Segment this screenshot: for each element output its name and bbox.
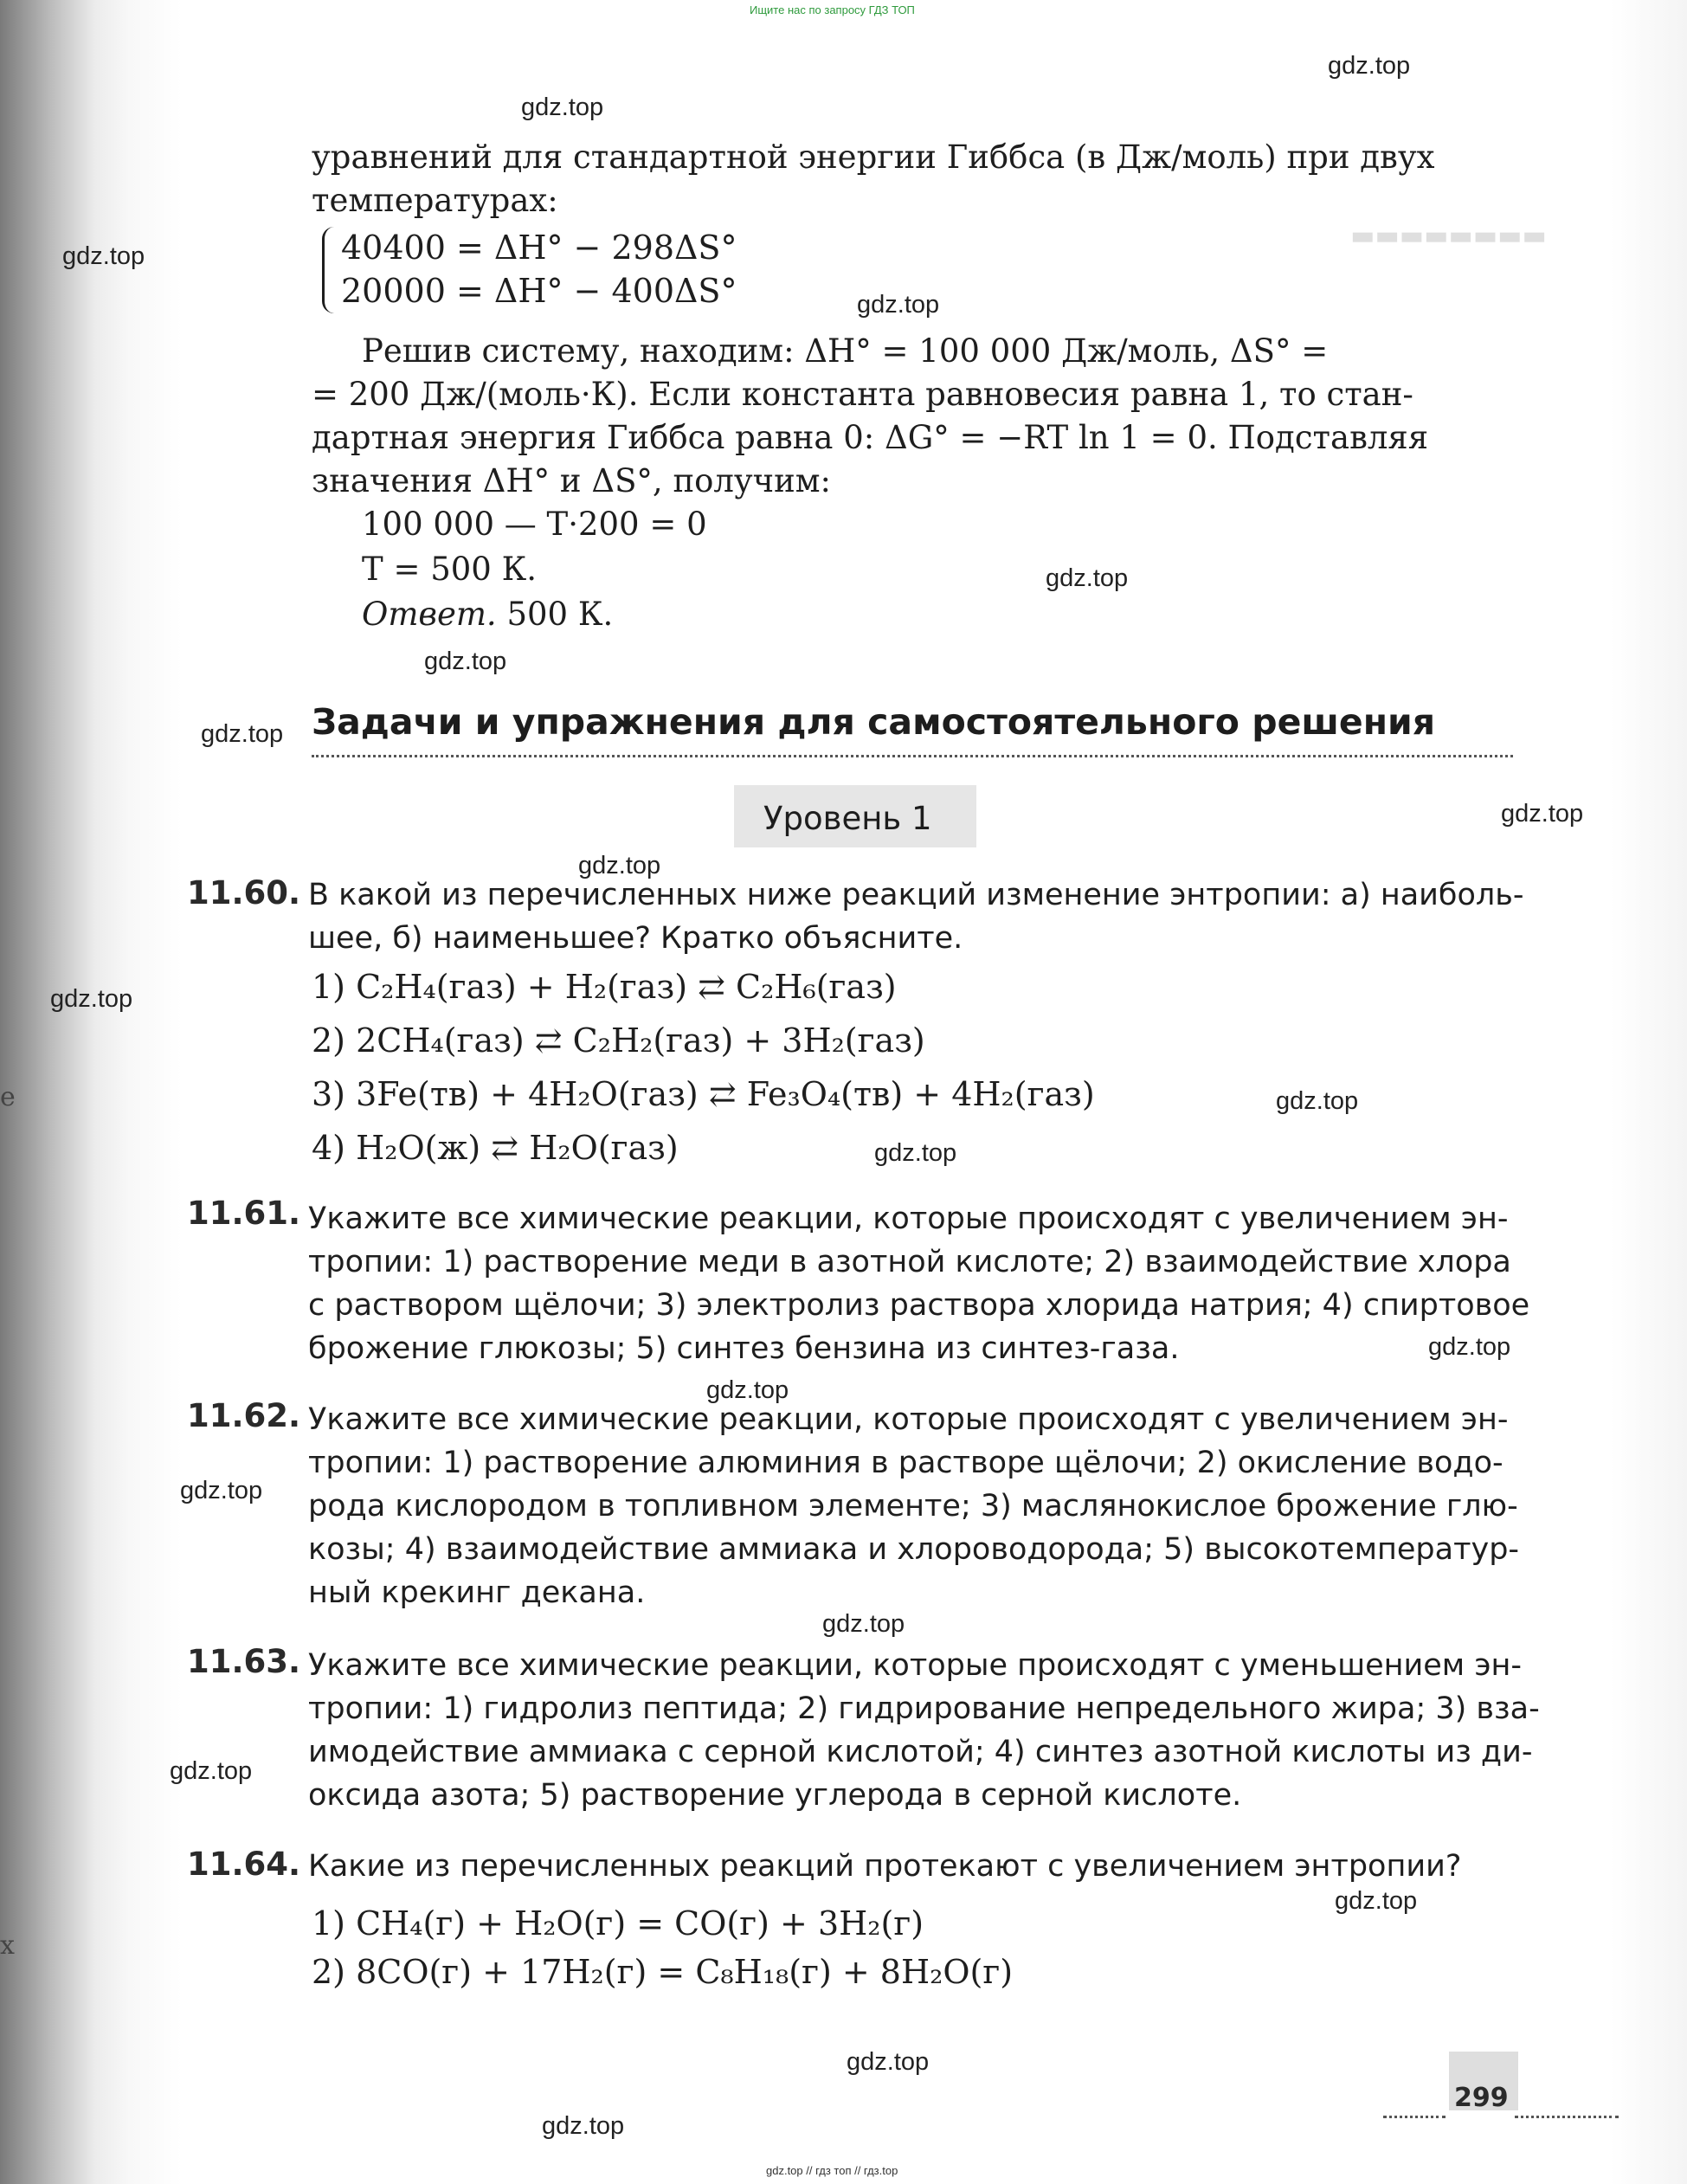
answer-value: 500 К. [496, 596, 614, 633]
watermark: gdz.top [424, 647, 507, 675]
solution-line: уравнений для стандартной энергии Гиббса (в Дж/моль) при двух [312, 139, 1435, 176]
page-number-dots [1515, 2116, 1619, 2118]
watermark: gdz.top [1501, 800, 1584, 828]
problem-number: 11.64. [187, 1846, 301, 1883]
watermark: gdz.top [847, 2048, 930, 2076]
watermark: gdz.top [1276, 1087, 1359, 1115]
watermark: gdz.top [50, 985, 133, 1013]
watermark: gdz.top [1328, 52, 1411, 80]
reaction-equation: 4) H₂O(ж) ⇄ H₂O(газ) [312, 1129, 679, 1167]
watermark: gdz.top [1335, 1887, 1418, 1915]
section-title: Задачи и упражнения для самостоятельного решения [312, 701, 1436, 743]
reaction-equation: 1) CH₄(г) + H₂O(г) = CO(г) + 3H₂(г) [312, 1904, 924, 1942]
reaction-equation: 3) 3Fe(тв) + 4H₂O(газ) ⇄ Fe₃O₄(тв) + 4H₂(газ) [312, 1075, 1095, 1113]
watermark: gdz.top [62, 242, 145, 270]
solution-result: T = 500 К. [362, 551, 537, 588]
watermark: gdz.top [822, 1610, 905, 1638]
problem-number: 11.62. [187, 1397, 301, 1434]
level-title: Уровень 1 [763, 800, 932, 837]
reaction-equation: 2) 2CH₄(газ) ⇄ C₂H₂(газ) + 3H₂(газ) [312, 1021, 925, 1060]
watermark: gdz.top [521, 93, 604, 121]
system-equation: 40400 = ΔH° − 298ΔS° [341, 229, 737, 267]
facing-page-edge: e [0, 1082, 16, 1112]
watermark: gdz.top [857, 291, 940, 319]
problem-text: рода кислородом в топливном элементе; 3) маслянокислое брожение глю- [308, 1489, 1518, 1524]
show-through-text: ▬▬▬▬▬▬▬▬ [1350, 221, 1547, 251]
problem-number: 11.60. [187, 874, 301, 912]
problem-text: тропии: 1) растворение алюминия в растворе щёлочи; 2) окисление водо- [308, 1446, 1503, 1480]
solution-line: температурах: [312, 182, 558, 219]
problem-text: оксида азота; 5) растворение углерода в серной кислоте. [308, 1778, 1242, 1813]
system-equation: 20000 = ΔH° − 400ΔS° [341, 272, 737, 310]
watermark: gdz.top [578, 852, 661, 879]
solution-line: Решив систему, находим: ΔH° = 100 000 Дж/моль, ΔS° = [362, 332, 1329, 370]
problem-text: шее, б) наименьшее? Кратко объясните. [308, 921, 963, 956]
problem-text: с раствором щёлочи; 3) электролиз раствора хлорида натрия; 4) спиртовое [308, 1288, 1530, 1323]
watermark: gdz.top [706, 1376, 789, 1404]
watermark: gdz.top [542, 2112, 625, 2140]
answer-label: Ответ. [362, 596, 497, 633]
problem-text: имодействие аммиака с серной кислотой; 4) синтез азотной кислоты из ди- [308, 1735, 1533, 1769]
header-note: Ищите нас по запросу ГДЗ ТОП [750, 3, 915, 16]
problem-text: Укажите все химические реакции, которые происходят с увеличением эн- [308, 1402, 1509, 1437]
problem-text: козы; 4) взаимодействие аммиака и хлороводорода; 5) высокотемператур- [308, 1532, 1520, 1567]
watermark: gdz.top [874, 1139, 957, 1167]
watermark: gdz.top [201, 720, 284, 748]
solution-line: = 200 Дж/(моль·К). Если константа равновесия равна 1, то стан- [312, 376, 1413, 413]
problem-text: В какой из перечисленных ниже реакций изменение энтропии: а) наиболь- [308, 878, 1524, 912]
page-number-dots [1383, 2116, 1446, 2118]
problem-text: брожение глюкозы; 5) синтез бензина из синтез-газа. [308, 1331, 1180, 1366]
problem-text: ный крекинг декана. [308, 1575, 646, 1610]
solution-line: дартная энергия Гиббса равна 0: ΔG° = −RT ln 1 = 0. Подставляя [312, 419, 1429, 456]
problem-text: Какие из перечисленных реакций протекают с увеличением энтропии? [308, 1849, 1462, 1884]
watermark: gdz.top [180, 1477, 263, 1504]
section-divider [312, 755, 1513, 757]
problem-text: тропии: 1) гидролиз пептида; 2) гидрирование непредельного жира; 3) вза- [308, 1691, 1540, 1726]
problem-text: Укажите все химические реакции, которые происходят с увеличением эн- [308, 1202, 1509, 1236]
reaction-equation: 2) 8CO(г) + 17H₂(г) = C₈H₁₈(г) + 8H₂O(г) [312, 1953, 1014, 1991]
watermark: gdz.top [1428, 1333, 1511, 1361]
facing-page-edge: x [0, 1930, 15, 1961]
page-number: 299 [1454, 2083, 1509, 2113]
watermark: gdz.top [170, 1757, 253, 1785]
solution-answer [362, 596, 613, 633]
solution-line: значения ΔH° и ΔS°, получим: [312, 462, 832, 499]
reaction-equation: 1) C₂H₄(газ) + H₂(газ) ⇄ C₂H₆(газ) [312, 968, 897, 1006]
problem-text: Укажите все химические реакции, которые происходят с уменьшением эн- [308, 1648, 1523, 1683]
footer-note: gdz.top // гдз топ // гдз.top [766, 2164, 898, 2177]
watermark: gdz.top [1046, 564, 1129, 592]
problem-number: 11.61. [187, 1195, 301, 1232]
solution-equation: 100 000 — T·200 = 0 [362, 506, 707, 543]
problem-text: тропии: 1) растворение меди в азотной кислоте; 2) взаимодействие хлора [308, 1245, 1511, 1279]
problem-number: 11.63. [187, 1643, 301, 1680]
